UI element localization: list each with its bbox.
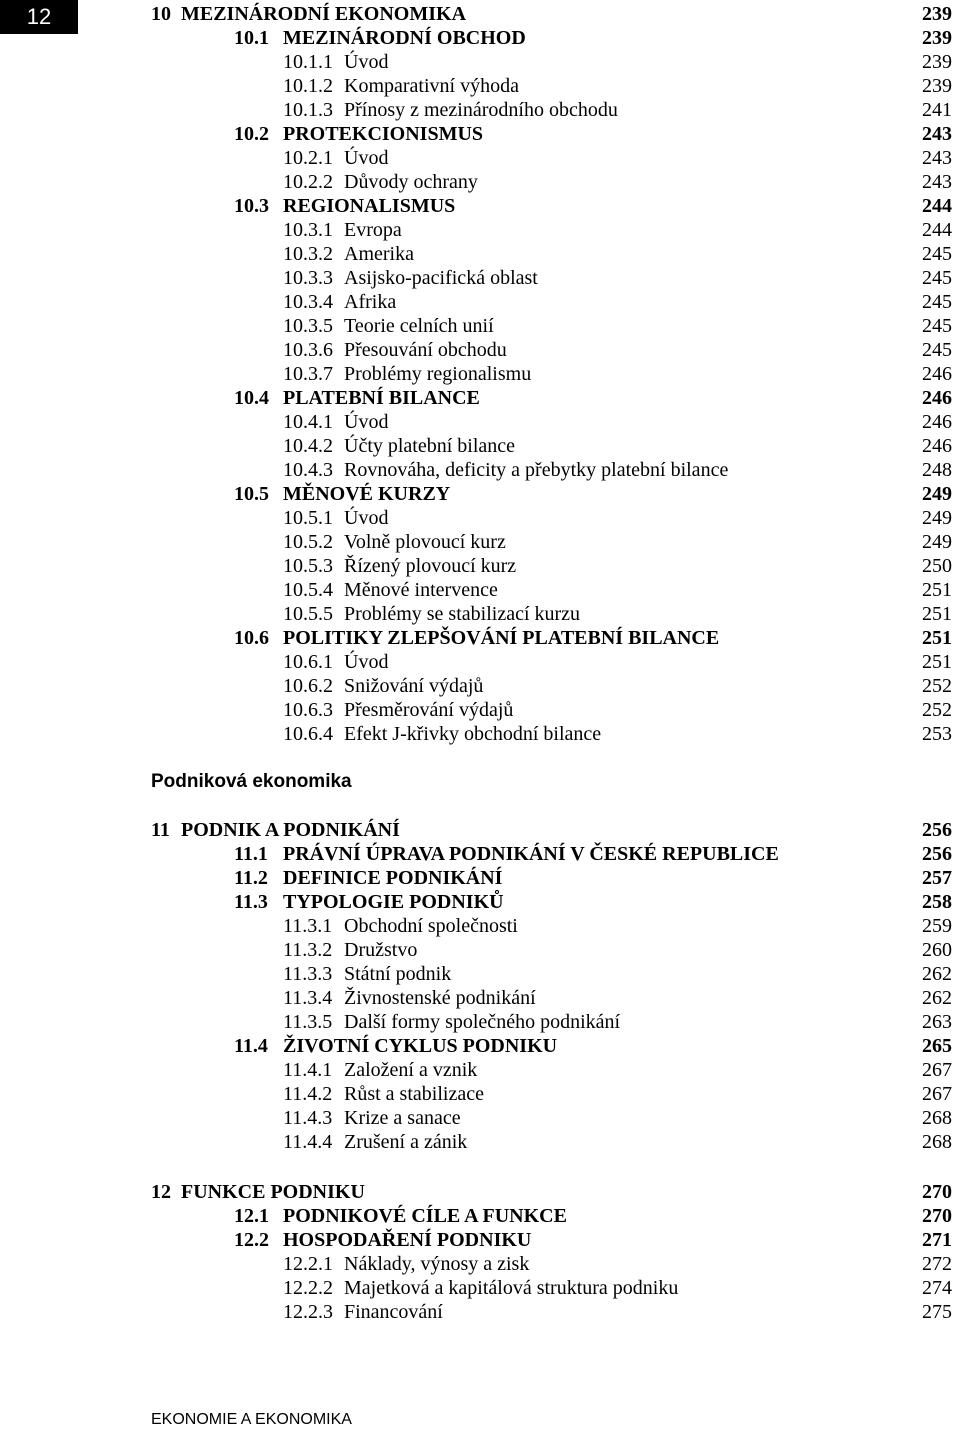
entry-number: 10.5.5: [283, 603, 333, 625]
entry-number: 11.4.4: [283, 1131, 333, 1153]
subsection-entry: [0, 1300, 960, 1324]
entry-number: 10.3.3: [283, 267, 333, 289]
entry-title: Další formy společného podnikání: [344, 1011, 621, 1033]
entry-title: Efekt J-křivky obchodní bilance: [344, 723, 602, 745]
subsection-entry: [0, 338, 960, 362]
entry-title: Úvod: [344, 651, 389, 673]
entry-page: 274: [922, 1277, 952, 1299]
entry-title: Účty platební bilance: [344, 435, 516, 457]
entry-title: TYPOLOGIE PODNIKŮ: [283, 891, 504, 913]
subsection-entry: [0, 434, 960, 458]
entry-page: 256: [922, 819, 952, 841]
entry-page: 245: [922, 315, 952, 337]
entry-page: 253: [922, 723, 952, 745]
entry-number: 10.5: [234, 483, 269, 505]
entry-title: Rovnováha, deficity a přebytky platební bilance: [344, 459, 729, 481]
subsection-entry: [0, 602, 960, 626]
entry-number: 10.3.2: [283, 243, 333, 265]
entry-page: 239: [922, 75, 952, 97]
entry-page: 241: [922, 99, 952, 121]
entry-number: 11.4.3: [283, 1107, 333, 1129]
subsection-entry: [0, 674, 960, 698]
entry-number: 10.5.3: [283, 555, 333, 577]
part-heading: Podniková ekonomika: [151, 771, 352, 792]
entry-number: 11: [151, 819, 170, 841]
entry-page: 239: [922, 51, 952, 73]
entry-number: 10.2: [234, 123, 269, 145]
subsection-entry: [0, 362, 960, 386]
entry-page: 257: [922, 867, 952, 889]
entry-title: HOSPODAŘENÍ PODNIKU: [283, 1229, 532, 1251]
entry-page: 244: [922, 219, 952, 241]
entry-title: Řízený plovoucí kurz: [344, 555, 517, 577]
entry-page: 262: [922, 963, 952, 985]
subsection-entry: [0, 410, 960, 434]
entry-number: 12.2.3: [283, 1301, 333, 1323]
entry-page: 256: [922, 843, 952, 865]
entry-number: 12: [151, 1181, 171, 1203]
subsection-entry: [0, 506, 960, 530]
entry-page: 250: [922, 555, 952, 577]
subsection-entry: [0, 1010, 960, 1034]
entry-page: 268: [922, 1107, 952, 1129]
entry-page: 249: [922, 531, 952, 553]
running-footer: EKONOMIE A EKONOMIKA: [151, 1411, 352, 1428]
entry-title: PROTEKCIONISMUS: [283, 123, 484, 145]
entry-title: Problémy regionalismu: [344, 363, 532, 385]
entry-title: Přínosy z mezinárodního obchodu: [344, 99, 618, 121]
entry-page: 270: [922, 1205, 952, 1227]
entry-page: 252: [922, 675, 952, 697]
entry-page: 270: [922, 1181, 952, 1203]
entry-title: Komparativní výhoda: [344, 75, 519, 97]
subsection-entry: [0, 1082, 960, 1106]
subsection-entry: [0, 170, 960, 194]
entry-number: 10.6.3: [283, 699, 333, 721]
entry-title: Krize a sanace: [344, 1107, 461, 1129]
entry-number: 10.1: [234, 27, 269, 49]
entry-title: DEFINICE PODNIKÁNÍ: [283, 867, 503, 889]
entry-page: 272: [922, 1253, 952, 1275]
section-entry: [0, 1204, 960, 1228]
entry-number: 10.5.1: [283, 507, 333, 529]
subsection-entry: [0, 458, 960, 482]
entry-title: Úvod: [344, 411, 389, 433]
entry-page: 267: [922, 1059, 952, 1081]
entry-number: 10.4: [234, 387, 269, 409]
entry-title: Problémy se stabilizací kurzu: [344, 603, 581, 625]
entry-title: Úvod: [344, 147, 389, 169]
entry-page: 246: [922, 435, 952, 457]
entry-number: 10: [151, 3, 171, 25]
entry-page: 267: [922, 1083, 952, 1105]
section-entry: [0, 26, 960, 50]
subsection-entry: [0, 554, 960, 578]
entry-title: MEZINÁRODNÍ EKONOMIKA: [181, 3, 467, 25]
entry-number: 10.6.4: [283, 723, 333, 745]
section-entry: [0, 866, 960, 890]
entry-number: 11.1: [234, 843, 268, 865]
section-entry: [0, 626, 960, 650]
entry-title: Majetková a kapitálová struktura podniku: [344, 1277, 679, 1299]
subsection-entry: [0, 98, 960, 122]
entry-number: 12.2.2: [283, 1277, 333, 1299]
entry-number: 10.3.7: [283, 363, 333, 385]
entry-title: MĚNOVÉ KURZY: [283, 483, 451, 505]
section-entry: [0, 1034, 960, 1058]
subsection-entry: [0, 986, 960, 1010]
entry-title: Důvody ochrany: [344, 171, 478, 193]
entry-page: 248: [922, 459, 952, 481]
subsection-entry: [0, 578, 960, 602]
entry-title: Živnostenské podnikání: [344, 987, 536, 1009]
entry-page: 251: [922, 603, 952, 625]
entry-title: PRÁVNÍ ÚPRAVA PODNIKÁNÍ V ČESKÉ REPUBLICE: [283, 843, 779, 865]
entry-page: 243: [922, 171, 952, 193]
subsection-entry: [0, 146, 960, 170]
entry-title: ŽIVOTNÍ CYKLUS PODNIKU: [283, 1035, 558, 1057]
entry-number: 10.6.1: [283, 651, 333, 673]
entry-page: 243: [922, 123, 952, 145]
entry-page: 245: [922, 267, 952, 289]
entry-title: Družstvo: [344, 939, 418, 961]
subsection-entry: [0, 266, 960, 290]
subsection-entry: [0, 50, 960, 74]
entry-page: 245: [922, 339, 952, 361]
entry-page: 239: [922, 3, 952, 25]
entry-number: 11.4.2: [283, 1083, 333, 1105]
entry-page: 251: [922, 651, 952, 673]
entry-title: Přesouvání obchodu: [344, 339, 507, 361]
entry-title: PLATEBNÍ BILANCE: [283, 387, 480, 409]
entry-page: 244: [922, 195, 952, 217]
entry-page: 239: [922, 27, 952, 49]
chapter-entry: [0, 2, 960, 26]
entry-page: 251: [922, 579, 952, 601]
subsection-entry: [0, 74, 960, 98]
subsection-entry: [0, 1276, 960, 1300]
entry-number: 10.1.2: [283, 75, 333, 97]
entry-page: 252: [922, 699, 952, 721]
entry-page: 245: [922, 291, 952, 313]
entry-title: Úvod: [344, 507, 389, 529]
subsection-entry: [0, 314, 960, 338]
entry-number: 11.3.5: [283, 1011, 333, 1033]
section-entry: [0, 842, 960, 866]
section-entry: [0, 194, 960, 218]
entry-number: 12.2: [234, 1229, 269, 1251]
subsection-entry: [0, 914, 960, 938]
entry-number: 10.4.1: [283, 411, 333, 433]
entry-page: 246: [922, 363, 952, 385]
entry-number: 10.3.5: [283, 315, 333, 337]
subsection-entry: [0, 218, 960, 242]
entry-number: 10.1.1: [283, 51, 333, 73]
entry-number: 10.3: [234, 195, 269, 217]
entry-page: 245: [922, 243, 952, 265]
entry-title: Měnové intervence: [344, 579, 498, 601]
entry-page: 263: [922, 1011, 952, 1033]
entry-title: Financování: [344, 1301, 443, 1323]
entry-number: 10.3.1: [283, 219, 333, 241]
entry-title: FUNKCE PODNIKU: [181, 1181, 365, 1203]
entry-title: REGIONALISMUS: [283, 195, 456, 217]
entry-title: MEZINÁRODNÍ OBCHOD: [283, 27, 526, 49]
entry-title: Afrika: [344, 291, 397, 313]
entry-number: 12.2.1: [283, 1253, 333, 1275]
entry-title: Náklady, výnosy a zisk: [344, 1253, 530, 1275]
entry-page: 265: [922, 1035, 952, 1057]
entry-page: 249: [922, 483, 952, 505]
entry-title: Státní podnik: [344, 963, 452, 985]
entry-title: Amerika: [344, 243, 414, 265]
entry-page: 246: [922, 411, 952, 433]
entry-page: 268: [922, 1131, 952, 1153]
entry-title: Založení a vznik: [344, 1059, 478, 1081]
entry-title: Obchodní společnosti: [344, 915, 518, 937]
entry-page: 262: [922, 987, 952, 1009]
section-entry: [0, 122, 960, 146]
entry-number: 11.2: [234, 867, 268, 889]
entry-page: 271: [922, 1229, 952, 1251]
entry-title: PODNIKOVÉ CÍLE A FUNKCE: [283, 1205, 567, 1227]
section-entry: [0, 890, 960, 914]
entry-page: 249: [922, 507, 952, 529]
subsection-entry: [0, 1130, 960, 1154]
section-entry: [0, 482, 960, 506]
entry-title: Teorie celních unií: [344, 315, 494, 337]
entry-page: 251: [922, 627, 952, 649]
entry-number: 11.3: [234, 891, 268, 913]
entry-number: 11.3.2: [283, 939, 333, 961]
entry-number: 10.6.2: [283, 675, 333, 697]
entry-page: 258: [922, 891, 952, 913]
entry-title: Volně plovoucí kurz: [344, 531, 506, 553]
entry-title: Úvod: [344, 51, 389, 73]
subsection-entry: [0, 290, 960, 314]
entry-title: Asijsko-pacifická oblast: [344, 267, 538, 289]
entry-number: 10.2.2: [283, 171, 333, 193]
entry-title: Růst a stabilizace: [344, 1083, 484, 1105]
subsection-entry: [0, 1058, 960, 1082]
entry-title: PODNIK A PODNIKÁNÍ: [181, 819, 400, 841]
entry-number: 12.1: [234, 1205, 269, 1227]
entry-title: Snižování výdajů: [344, 675, 484, 697]
subsection-entry: [0, 722, 960, 746]
entry-number: 10.1.3: [283, 99, 333, 121]
subsection-entry: [0, 938, 960, 962]
section-entry: [0, 1228, 960, 1252]
entry-number: 11.3.4: [283, 987, 333, 1009]
entry-number: 11.3.1: [283, 915, 333, 937]
entry-number: 11.4.1: [283, 1059, 333, 1081]
entry-number: 11.3.3: [283, 963, 333, 985]
entry-page: 260: [922, 939, 952, 961]
subsection-entry: [0, 962, 960, 986]
entry-page: 246: [922, 387, 952, 409]
section-entry: [0, 386, 960, 410]
entry-number: 10.4.3: [283, 459, 333, 481]
subsection-entry: [0, 530, 960, 554]
entry-page: 259: [922, 915, 952, 937]
page-number: 12: [0, 0, 78, 34]
entry-title: Evropa: [344, 219, 402, 241]
entry-title: Zrušení a zánik: [344, 1131, 468, 1153]
chapter-entry: [0, 1180, 960, 1204]
subsection-entry: [0, 698, 960, 722]
subsection-entry: [0, 1252, 960, 1276]
entry-page: 275: [922, 1301, 952, 1323]
subsection-entry: [0, 650, 960, 674]
entry-title: POLITIKY ZLEPŠOVÁNÍ PLATEBNÍ BILANCE: [283, 627, 720, 649]
entry-page: 243: [922, 147, 952, 169]
entry-number: 10.2.1: [283, 147, 333, 169]
entry-number: 10.5.4: [283, 579, 333, 601]
entry-number: 10.3.6: [283, 339, 333, 361]
subsection-entry: [0, 242, 960, 266]
entry-number: 10.6: [234, 627, 269, 649]
chapter-entry: [0, 818, 960, 842]
entry-title: Přesměrování výdajů: [344, 699, 514, 721]
entry-number: 11.4: [234, 1035, 268, 1057]
entry-number: 10.5.2: [283, 531, 333, 553]
entry-number: 10.4.2: [283, 435, 333, 457]
entry-number: 10.3.4: [283, 291, 333, 313]
subsection-entry: [0, 1106, 960, 1130]
